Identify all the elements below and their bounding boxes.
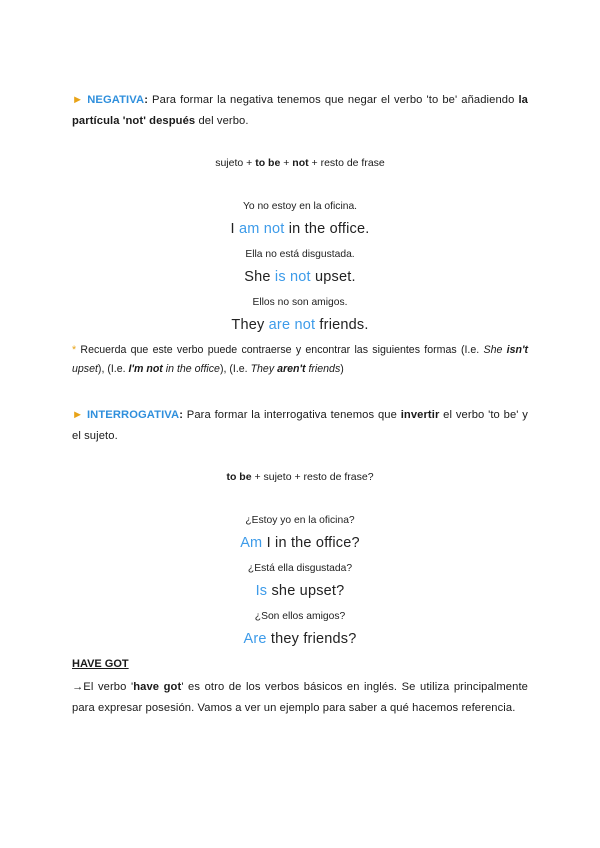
asterisk-icon: * [72,344,77,356]
note-text: ), (I.e. [97,363,129,375]
example-highlight: Are [243,631,267,647]
negativa-formula [0,157,600,169]
example-highlight: are not [268,317,316,333]
interrogativa-bold-1: invertir [400,409,440,421]
note-text: ), (I.e. [219,363,251,375]
formula-part: + sujeto + resto de frase? [251,471,374,483]
have-got-paragraph [72,677,528,719]
note-text: Recuerda que este verbo puede contraerse y encontrar las siguientes formas (I.e. [76,344,484,356]
example-spanish: Yo no estoy en la oficina. [242,201,358,212]
example-spanish: ¿Está ella disgustada? [247,563,353,574]
example-english [0,269,600,285]
example-text: upset. [310,269,356,285]
example-text: I in the office? [262,535,360,551]
formula-part: sujeto + [215,157,256,169]
interrogativa-paragraph [72,405,528,447]
example-spanish: Ella no está disgustada. [245,249,355,260]
negativa-bold-1: la partícula 'not' después [72,94,528,127]
interrogativa-colon: : [179,409,184,421]
have-got-text-1: El verbo ' [83,681,134,693]
example-english [0,631,600,647]
have-got-text-2: ' es otro de los verbos básicos en inglés. Se utiliza principalmente para expresar posesión. Vamos a ver un ejemplo para saber a qué hacemos referencia. [72,681,528,714]
note-italic: She [483,344,507,356]
example-spanish: ¿Son ellos amigos? [254,611,346,622]
interrogativa-formula [0,471,600,483]
note-italic: friends [305,363,341,375]
negativa-paragraph [72,90,528,132]
have-got-bold: have got [133,681,182,693]
example-spanish: ¿Estoy yo en la oficina? [245,515,355,526]
negativa-colon: : [144,94,149,106]
have-got-title: HAVE GOT [72,658,129,670]
note-text: ) [340,363,344,375]
example-text: friends. [315,317,369,333]
example-english [0,583,600,599]
example-text: They [231,317,269,333]
note-italic: upset [72,363,98,375]
example-text: I [230,221,239,237]
example-text: She [244,269,275,285]
formula-part: + [280,157,293,169]
example-highlight: am not [238,221,285,237]
contraction-note [72,341,528,379]
triangle-bullet-icon: ► [72,409,84,421]
example-spanish: Ellos no son amigos. [252,297,348,308]
note-italic: They [250,363,278,375]
example-highlight: Is [255,583,268,599]
triangle-bullet-icon: ► [72,94,84,106]
example-text: in the office. [284,221,370,237]
right-arrow-icon: → [72,681,84,693]
note-bold-italic: I'm not [128,363,163,375]
interrogativa-text-2: el verbo 'to be' y el sujeto. [72,409,528,442]
interrogativa-heading: INTERROGATIVA [86,409,180,421]
negativa-heading: NEGATIVA [87,94,145,106]
formula-not: not [292,157,309,169]
example-english [0,535,600,551]
note-italic: in the office [162,363,220,375]
example-text: she upset? [267,583,345,599]
example-text: they friends? [266,631,357,647]
example-highlight: Am [240,535,263,551]
negativa-text-1: Para formar la negativa tenemos que negar el verbo 'to be' añadiendo [148,94,519,106]
note-bold-italic: aren't [277,363,306,375]
example-english [0,317,600,333]
example-highlight: is not [274,269,311,285]
interrogativa-text-1: Para formar la interrogativa tenemos que [183,409,401,421]
formula-to-be: to be [226,471,252,483]
example-english [0,221,600,237]
note-bold-italic: isn't [506,344,529,356]
negativa-text-2: del verbo. [195,115,249,127]
formula-to-be: to be [255,157,281,169]
formula-part: + resto de frase [308,157,385,169]
have-got-heading [72,658,528,670]
